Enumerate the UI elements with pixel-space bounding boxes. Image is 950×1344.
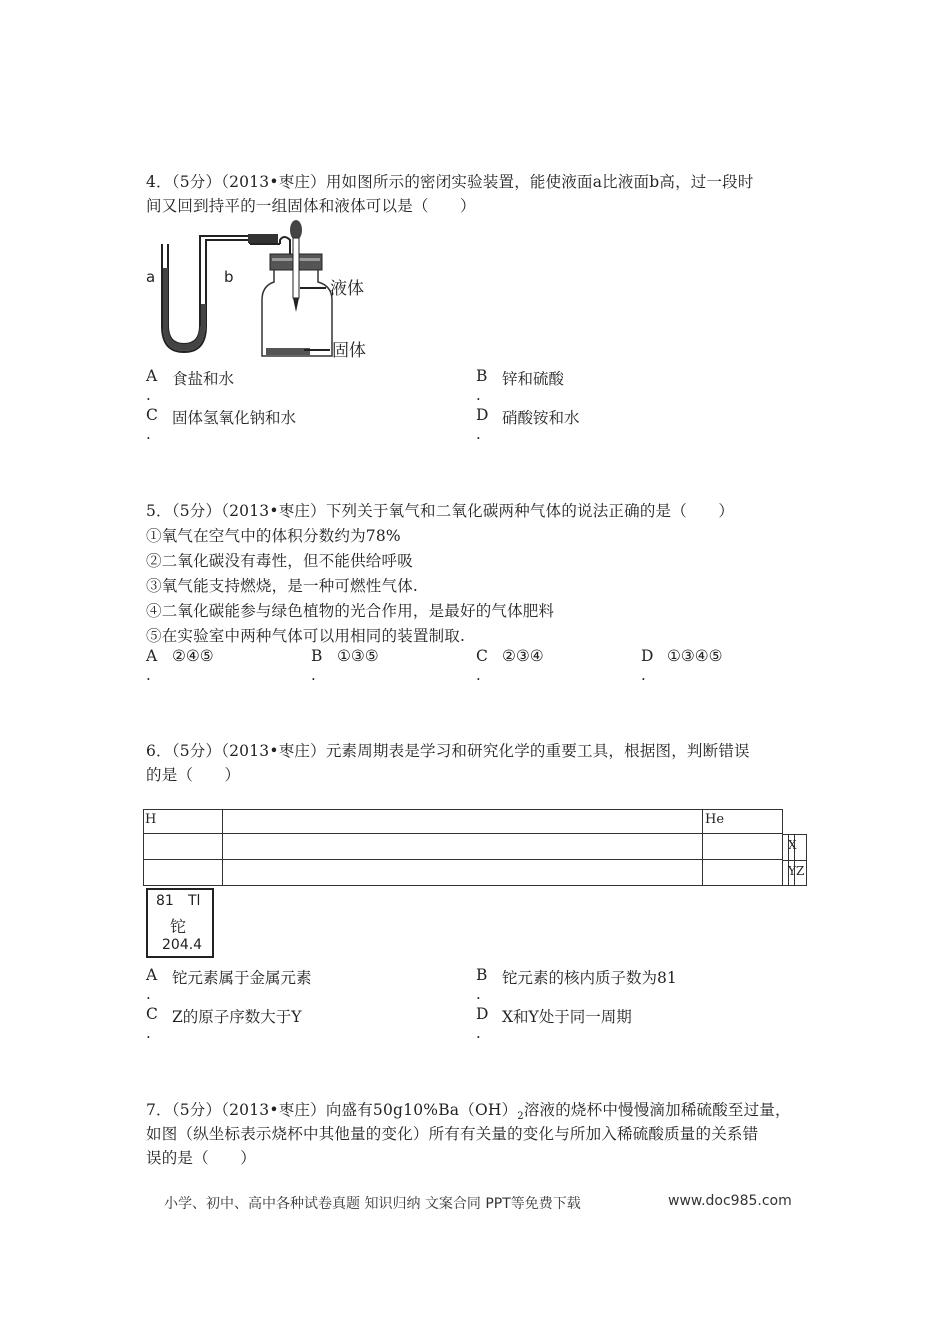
tile-atomic-mass: 204.4 (162, 937, 203, 953)
q7-stem-line1 (146, 1098, 791, 1122)
q5-option-a-dot: . (146, 666, 151, 684)
q4-stem-line1: 4．（5分）（2013•枣庄）用如图所示的密闭实验装置，能使液面a比液面b高，过一段时 (146, 173, 754, 191)
q4-option-b-dot: . (476, 386, 481, 404)
q5-statement-2: ②二氧化碳没有毒性，但不能供给呼吸 (146, 552, 413, 570)
label-b: b (224, 268, 234, 286)
q6-option-c-text[interactable]: Z的原子序数大于Y (172, 1008, 302, 1026)
q4-option-b-text[interactable]: 锌和硫酸 (502, 370, 565, 388)
q7-stem-line1-b: 溶液的烧杯中慢慢滴加稀硫酸至过量， (523, 1101, 791, 1119)
q5-option-c-dot: . (476, 666, 481, 684)
label-a: a (146, 268, 156, 286)
q5-option-b-dot: . (311, 666, 316, 684)
q7-stem-line3: 误的是（ ） (146, 1149, 256, 1167)
q4-option-d-text[interactable]: 硝酸铵和水 (502, 409, 580, 427)
periodic-table (143, 809, 807, 887)
q5-stem: 5．（5分）（2013•枣庄）下列关于氧气和二氧化碳两种气体的说法正确的是（ ） (146, 502, 735, 520)
tile-symbol: Tl (188, 893, 201, 909)
u-tube-liquid (163, 268, 168, 330)
label-liquid: 液体 (330, 279, 364, 299)
ptable-cell-he: He (705, 812, 725, 827)
q5-option-d-text[interactable]: ①③④⑤ (667, 647, 723, 665)
label-solid: 固体 (332, 341, 366, 361)
footer-url[interactable]: www.doc985.com (668, 1193, 792, 1209)
q5-option-c-letter[interactable]: C (476, 647, 488, 665)
q6-option-d-text[interactable]: X和Y处于同一周期 (502, 1008, 632, 1026)
q4-apparatus-figure (140, 216, 380, 366)
q5-option-d-letter[interactable]: D (641, 647, 654, 665)
q7-stem-line2: 如图（纵坐标表示烧杯中其他量的变化）所有有关量的变化与所加入稀硫酸质量的关系错 (146, 1125, 759, 1143)
q4-option-d-dot: . (476, 425, 481, 443)
q6-option-c-letter[interactable]: C (146, 1005, 158, 1023)
q7-stem-line1-a: 7．（5分）（2013•枣庄）向盛有50g10%Ba（OH） (146, 1101, 518, 1119)
ptable-cell-y: Y (788, 864, 796, 878)
q4-option-c-dot: . (146, 425, 151, 443)
q5-statement-4: ④二氧化碳能参与绿色植物的光合作用，是最好的气体肥料 (146, 602, 555, 620)
q5-option-a-letter[interactable]: A (146, 647, 158, 665)
q5-option-b-letter[interactable]: B (311, 647, 323, 665)
q4-option-a-text[interactable]: 食盐和水 (172, 370, 235, 388)
q4-option-d-letter[interactable]: D (476, 406, 489, 424)
ptable-cell-z: Z (796, 864, 805, 878)
ptable-cell-x: X (788, 838, 797, 852)
q6-stem-line2: 的是（ ） (146, 766, 241, 784)
q4-stem-line2: 间又回到持平的一组固体和液体可以是（ ） (146, 197, 476, 215)
tile-atomic-number: 81 (156, 893, 174, 909)
q6-option-b-dot: . (476, 985, 481, 1003)
q6-option-c-dot: . (146, 1024, 151, 1042)
q7-subscript: 2 (517, 1111, 524, 1123)
q5-option-c-text[interactable]: ②③④ (502, 647, 544, 665)
q4-option-a-dot: . (146, 386, 151, 404)
q6-option-d-dot: . (476, 1024, 481, 1042)
q4-option-c-text[interactable]: 固体氢氧化钠和水 (172, 409, 297, 427)
q6-option-b-text[interactable]: 铊元素的核内质子数为81 (502, 969, 677, 987)
q5-option-a-text[interactable]: ②④⑤ (172, 647, 214, 665)
q4-option-b-letter[interactable]: B (476, 367, 488, 385)
q6-option-a-letter[interactable]: A (146, 966, 158, 984)
q6-stem-line1: 6．（5分）（2013•枣庄）元素周期表是学习和研究化学的重要工具，根据图，判断错误 (146, 742, 750, 760)
q6-option-b-letter[interactable]: B (476, 966, 488, 984)
q4-option-a-letter[interactable]: A (146, 367, 158, 385)
q5-statement-3: ③氧气能支持燃烧，是一种可燃性气体. (146, 577, 419, 595)
footer-text: 小学、初中、高中各种试卷真题 知识归纳 文案合同 PPT等免费下载 (164, 1196, 581, 1212)
q4-option-c-letter[interactable]: C (146, 406, 158, 424)
q6-option-a-text[interactable]: 铊元素属于金属元素 (172, 969, 312, 987)
q5-statement-1: ①氧气在空气中的体积分数约为78% (146, 527, 401, 545)
ptable-cell-h: H (145, 812, 157, 827)
q5-statement-5: ⑤在实验室中两种气体可以用相同的装置制取. (146, 627, 466, 645)
q5-option-b-text[interactable]: ①③⑤ (337, 647, 379, 665)
q5-option-d-dot: . (641, 666, 646, 684)
q6-option-a-dot: . (146, 985, 151, 1003)
tile-name: 铊 (170, 917, 187, 936)
q6-option-d-letter[interactable]: D (476, 1005, 489, 1023)
element-tile-tl (146, 888, 214, 958)
